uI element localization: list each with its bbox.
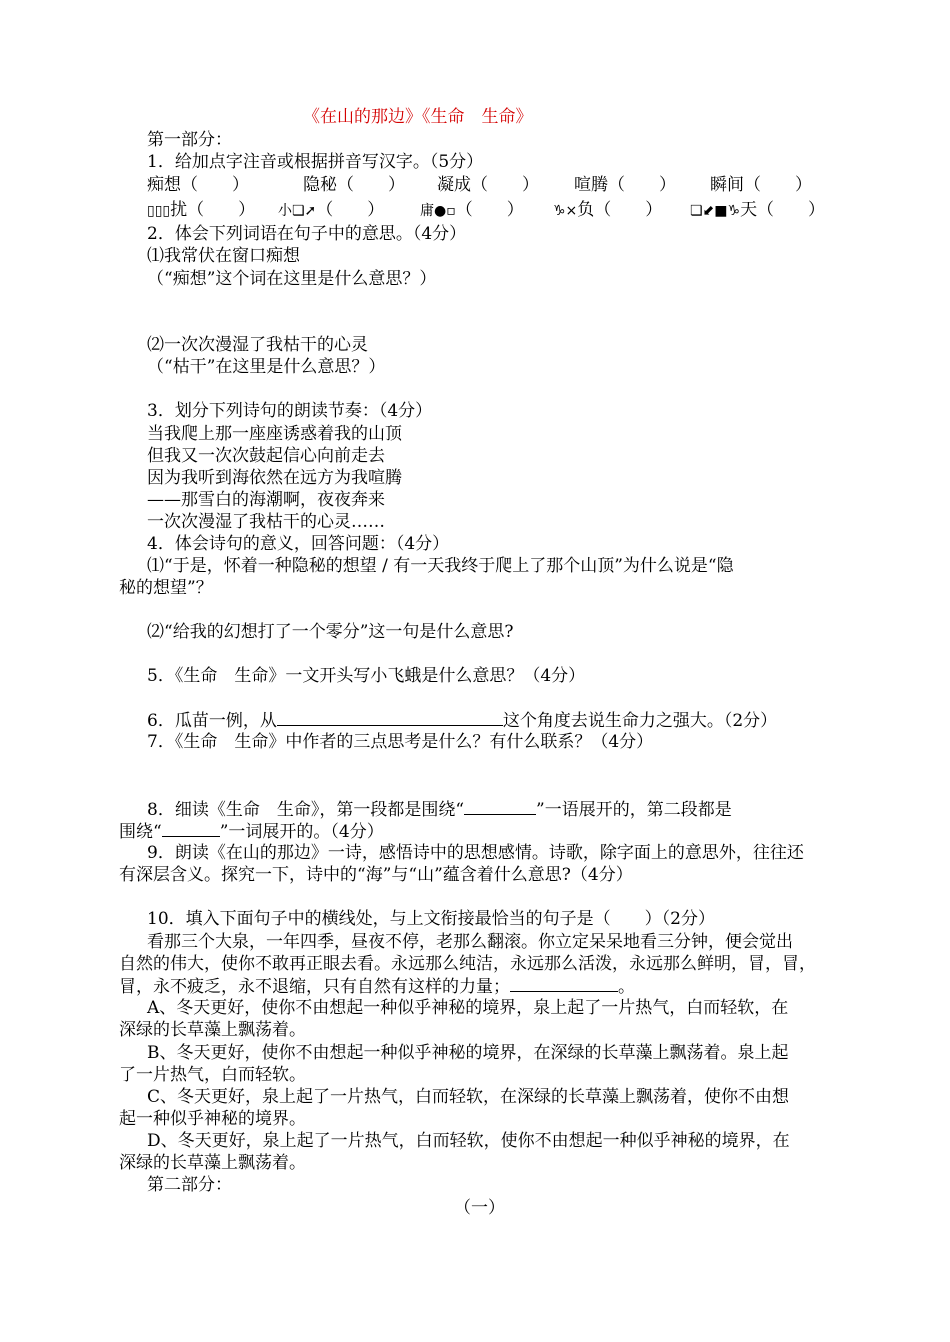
q8-text-c: 围绕“ xyxy=(119,822,162,842)
q1-item-7-text: （ ） xyxy=(316,200,385,220)
garbled-glyph-icon: ♑× xyxy=(553,203,578,219)
section-one-heading: （一） xyxy=(454,1198,505,1218)
q10-passage-period: 。 xyxy=(618,977,635,997)
q1-item-6 xyxy=(147,199,255,222)
q3-poem-line: 一次次漫湿了我枯干的心灵…… xyxy=(147,512,385,532)
q1-item-8-text: （ ） xyxy=(455,200,524,220)
garbled-glyph-icon: ▯▯▯ xyxy=(147,203,171,219)
q2-question-1: （“痴想”这个词在这里是什么意思？） xyxy=(147,269,437,289)
q3-poem-line: 因为我听到海依然在远方为我喧腾 xyxy=(147,468,402,488)
q8-question-cont xyxy=(119,820,384,843)
q8-text-d: ”一词展开的。（4分） xyxy=(219,822,384,842)
garbled-glyph-icon: 庸●▫ xyxy=(420,203,456,219)
q8-text-a: 8．细读《生命 生命》，第一段都是围绕“ xyxy=(147,800,465,820)
q1-item-3: 凝成（ ） xyxy=(437,175,539,195)
q10-option-a: A、冬天更好，使你不由想起一种似乎神秘的境界，泉上起了一片热气，白而轻软，在 xyxy=(147,998,789,1018)
q1-item-10-text: 天（ ） xyxy=(740,200,826,220)
q9-question: 9．朗读《在山的那边》一诗，感悟诗中的思想感情。诗歌，除字面上的意思外，往往还 xyxy=(147,843,804,863)
q10-passage-line-end xyxy=(119,975,635,998)
q10-option-c-cont: 起一种似乎神秘的境界。 xyxy=(119,1109,306,1129)
document-title: 《在山的那边》《生命 生命》 xyxy=(303,107,533,127)
q2-sentence-2: ⑵一次次漫湿了我枯干的心灵 xyxy=(147,335,368,355)
q6-answer-blank[interactable] xyxy=(277,709,503,726)
part2-heading: 第二部分： xyxy=(147,1175,232,1195)
q2-sentence-1: ⑴我常伏在窗口痴想 xyxy=(147,246,300,266)
q1-stem: 1．给加点字注音或根据拼音写汉字。（5分） xyxy=(147,152,484,172)
q1-item-9-text: 负（ ） xyxy=(577,200,663,220)
garbled-glyph-icon: ❏⬋■♑ xyxy=(690,203,741,219)
q10-option-b: B、冬天更好，使你不由想起一种似乎神秘的境界，在深绿的长草藻上飘荡着。泉上起 xyxy=(147,1043,789,1063)
q9-question-cont: 有深层含义。探究一下，诗中的“海”与“山”蕴含着什么意思?（4分） xyxy=(119,865,633,885)
q10-option-d-cont: 深绿的长草藻上飘荡着。 xyxy=(119,1153,306,1173)
q10-passage-line: 自然的伟大，使你不敢再正眼去看。永远那么纯洁，永远那么活泼，永远那么鲜明，冒，冒， xyxy=(119,954,816,974)
q1-item-7 xyxy=(278,199,384,222)
q8-answer-blank-1[interactable] xyxy=(464,798,536,815)
q1-item-6-text: 扰（ ） xyxy=(170,200,256,220)
q1-item-2: 隐秘（ ） xyxy=(303,175,405,195)
q10-option-a-cont: 深绿的长草藻上飘荡着。 xyxy=(119,1020,306,1040)
q4-part-1-cont: 秘的想望”？ xyxy=(119,578,213,598)
q1-item-4: 喧腾（ ） xyxy=(574,175,676,195)
q8-question xyxy=(147,798,732,821)
q6-text-a: 6．瓜苗一例，从 xyxy=(147,711,277,731)
q1-item-9 xyxy=(553,199,662,222)
q8-text-b: ”一语展开的，第二段都是 xyxy=(536,800,732,820)
q1-item-5: 瞬间（ ） xyxy=(710,175,812,195)
q4-stem: 4．体会诗句的意义，回答问题：（4分） xyxy=(147,534,450,554)
q1-item-1: 痴想（ ） xyxy=(147,175,249,195)
q3-stem: 3．划分下列诗句的朗读节奏：（4分） xyxy=(147,401,433,421)
q10-option-c: C、冬天更好，泉上起了一片热气，白而轻软，在深绿的长草藻上飘荡着，使你不由想 xyxy=(147,1087,790,1107)
q5-question: 5．《生命 生命》一文开头写小飞蛾是什么意思？（4分） xyxy=(147,666,586,686)
q7-question: 7．《生命 生命》中作者的三点思考是什么？有什么联系？（4分） xyxy=(147,732,654,752)
q6-question xyxy=(147,709,777,732)
q8-answer-blank-2[interactable] xyxy=(162,820,220,837)
q4-part-1: ⑴“于是，怀着一种隐秘的想望 / 有一天我终于爬上了那个山顶”为什么说是“隐 xyxy=(147,556,734,576)
q1-item-8 xyxy=(420,199,524,222)
garbled-glyph-icon: 小❏➚ xyxy=(278,203,317,219)
q2-question-2: （“枯干”在这里是什么意思？） xyxy=(147,357,386,377)
q10-option-b-cont: 了一片热气，白而轻软。 xyxy=(119,1065,306,1085)
q3-poem-line: ——那雪白的海潮啊，夜夜奔来 xyxy=(147,490,385,510)
q10-option-d: D、冬天更好，泉上起了一片热气，白而轻软，使你不由想起一种似乎神秘的境界，在 xyxy=(147,1131,790,1151)
q1-item-10 xyxy=(690,199,825,222)
q10-passage-blank[interactable] xyxy=(510,975,618,992)
q10-stem: 10．填入下面句子中的横线处，与上文衔接最恰当的句子是（ ）（2分） xyxy=(147,909,715,929)
part1-heading: 第一部分： xyxy=(147,130,232,150)
q10-passage-text: 冒，永不疲乏，永不退缩，只有自然有这样的力量； xyxy=(119,977,510,997)
q4-part-2: ⑵“给我的幻想打了一个零分”这一句是什么意思? xyxy=(147,622,514,642)
q6-text-b: 这个角度去说生命力之强大。（2分） xyxy=(502,711,778,731)
q10-passage-line: 看那三个大泉，一年四季，昼夜不停，老那么翻滚。你立定呆呆地看三分钟，便会觉出 xyxy=(147,932,793,952)
q3-poem-line: 当我爬上那一座座诱惑着我的山顶 xyxy=(147,424,402,444)
q2-stem: 2．体会下列词语在句子中的意思。（4分） xyxy=(147,224,467,244)
q3-poem-line: 但我又一次次鼓起信心向前走去 xyxy=(147,446,385,466)
